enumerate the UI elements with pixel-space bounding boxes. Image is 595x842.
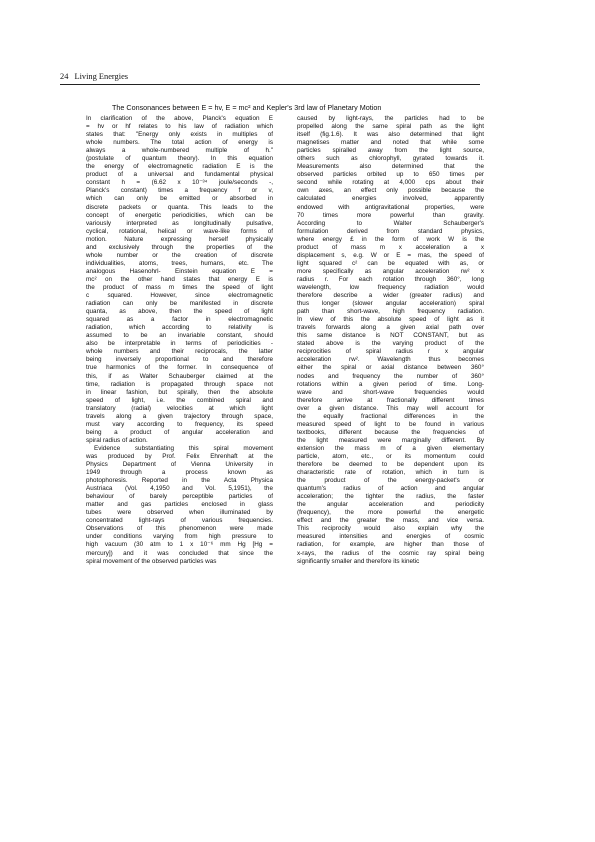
- text-line: Measurements also determined that the: [297, 163, 484, 171]
- section-title: The Consonances between E = hv, E = mc² and Kepler's 3rd law of Planetary Motion: [112, 103, 382, 112]
- text-line: magnetises matter and noted that while some: [297, 139, 484, 147]
- text-line: endowed with antigravitational properties, were: [297, 203, 484, 211]
- text-line: the product of the energy-packet's or: [297, 477, 484, 485]
- text-line: wavelength, low frequency radiation would: [297, 283, 484, 291]
- text-line: radius r. For each rotation through 360°, long: [297, 275, 484, 283]
- text-line: In clarification of the above, Planck's equation E: [86, 115, 273, 122]
- text-line: whole numbers. The total action of energy is: [86, 139, 273, 147]
- text-line: acceleration; the tighter the radius, the faster: [297, 493, 484, 501]
- text-line: therefore be deemed to be dependent upon its: [297, 461, 484, 469]
- text-line: high vacuum (30 atm to 1 x 10⁻⁶ mm Hg [Hg =: [86, 541, 273, 549]
- text-line: measured speed of light to be found in various: [297, 420, 484, 428]
- text-line: was produced by Prof. Felix Ehrenhaft at the: [86, 452, 273, 460]
- text-line: observed particles orbited up to 650 times per: [297, 171, 484, 179]
- text-line: reciprocities of spiral radius r x angular: [297, 348, 484, 356]
- text-line: textbooks, different because the frequencies of: [297, 428, 484, 436]
- text-line: acceleration rw². Wavelength thus becomes: [297, 356, 484, 364]
- text-line: 1949 through a process known as: [86, 469, 273, 477]
- text-line: formulation derived from standard physics,: [297, 227, 484, 235]
- text-line: product of a universal and fundamental physical: [86, 171, 273, 179]
- text-line: own axes, an effect only possible because the: [297, 187, 484, 195]
- text-line: effect and the greater the mass, and vice versa.: [297, 517, 484, 525]
- text-line: more specifically as angular acceleration rw² x: [297, 267, 484, 275]
- text-line: whole numbers and their reciprocals, the latter: [86, 348, 273, 356]
- text-line: Evidence substantiating this spiral movement: [94, 444, 273, 452]
- text-line: over a given distance. This may well account for: [297, 404, 484, 412]
- text-line: behaviour of barely perceptible particles of: [86, 493, 273, 501]
- text-line: extension the mass m of a given elementary: [297, 444, 484, 452]
- text-line: Physics Department of Vienna University in: [86, 461, 273, 469]
- text-line: itself (fig.1.6). It was also determined that light: [297, 131, 484, 139]
- text-line: and exclusively through the properties of the: [86, 243, 273, 251]
- text-line: under conditions varying from high pressure to: [86, 533, 273, 541]
- text-line: the energy of electromagnetic radiation E is the: [86, 163, 273, 171]
- text-line: photophoresis. Reported in the Acta Physica: [86, 477, 273, 485]
- text-line: speed of light, i.e. the combined spiral and: [86, 396, 273, 404]
- text-line: tubes were observed when illuminated by: [86, 509, 273, 517]
- text-line: this same distance is NOT CONSTANT, but as: [297, 332, 484, 340]
- left-text-column: [86, 115, 273, 566]
- text-line: variously interpreted as longitudinally pulsative,: [86, 219, 273, 227]
- text-line: particle, atom, etc., or its momentum could: [297, 452, 484, 460]
- text-line: This reciprocity would also explain why the: [297, 525, 484, 533]
- text-line: c squared. However, since electromagnetic: [86, 292, 273, 300]
- text-line: second while rotating at 4,000 cps about their: [297, 179, 484, 187]
- text-line: constant h = (6.62 x 10⁻³⁴ joule/seconds -,: [86, 179, 273, 187]
- text-line: radiation can only be manifested in discrete: [86, 300, 273, 308]
- right-text-column: [297, 115, 484, 566]
- text-line: calculated energies involved, apparently: [297, 195, 484, 203]
- text-line: states that: "Energy only exists in multiples of: [86, 131, 273, 139]
- text-line: radiation, for example, are higher than those of: [297, 541, 484, 549]
- text-line: where energy £ in the form of work W is the: [297, 235, 484, 243]
- text-line: stated above is the varying product of the: [297, 340, 484, 348]
- text-line: wave and short-wave frequencies would: [297, 388, 484, 396]
- text-line: being inversely proportional to and therefore: [86, 356, 273, 364]
- text-line: this, if as Walter Schauberger claimed at the: [86, 372, 273, 380]
- text-line: Planck's constant) times a frequency f or v,: [86, 187, 273, 195]
- text-line: quantum's radius of action and angular: [297, 485, 484, 493]
- text-line: which can only be emitted or absorbed in: [86, 195, 273, 203]
- text-line: travels along a given trajectory through space,: [86, 412, 273, 420]
- text-line: must vary according to frequency, its speed: [86, 420, 273, 428]
- text-line: being a product of angular acceleration and: [86, 428, 273, 436]
- text-line: quanta, as above, then the speed of light: [86, 308, 273, 316]
- text-line: According to Walter Schauberger's: [297, 219, 484, 227]
- text-line: significantly smaller and therefore its kinetic: [297, 557, 420, 565]
- text-line: In view of this the absolute speed of light as it: [297, 316, 484, 324]
- text-line: path than short-wave, high frequency radiation.: [297, 308, 484, 316]
- text-line: therefore arrive at fractionally different times: [297, 396, 484, 404]
- text-line: rotations within a given period of time. Long-: [297, 380, 484, 388]
- text-line: true harmonics of the former. In consequence of: [86, 364, 273, 372]
- text-line: = hv or hf relates to his law of radiation which: [86, 123, 273, 131]
- text-line: nodes and frequency the number of 360°: [297, 372, 484, 380]
- text-line: in linear fashion, but spirally, then the absolute: [86, 388, 273, 396]
- running-head: [60, 72, 480, 85]
- text-line: caused by light-rays, the particles had to be: [297, 115, 484, 122]
- text-line: motion. Nature expressing herself physically: [86, 235, 273, 243]
- text-line: matter and gas particles enclosed in glass: [86, 501, 273, 509]
- text-line: also be interpretable in terms of periodicities -: [86, 340, 273, 348]
- text-line: (frequency), the more powerful the energetic: [297, 509, 484, 517]
- text-line: time, radiation is propagated through space not: [86, 380, 273, 388]
- text-line: light squared c² can be equated with as, or: [297, 259, 484, 267]
- text-line: others such as chlorophyll, gyrated towards it.: [297, 155, 484, 163]
- text-line: squared as a factor in electromagnetic: [86, 316, 273, 324]
- text-line: radiation, which according to relativity is: [86, 324, 273, 332]
- text-line: Observations of this phenomenon were made: [86, 525, 273, 533]
- text-line: the equally fractional differences in the: [297, 412, 484, 420]
- text-line: translatory (radial) velocities at which light: [86, 404, 273, 412]
- text-line: whole number or the creation of discrete: [86, 251, 273, 259]
- text-line: the light measured were marginally different. By: [297, 436, 484, 444]
- text-line: displacement s, e.g. W or E = mas, the speed of: [297, 251, 484, 259]
- text-line: the product of mass m times the speed of light: [86, 283, 273, 291]
- text-line: measured intensities and energies of cosmic: [297, 533, 484, 541]
- text-line: particles spiralled away from the light source,: [297, 147, 484, 155]
- text-line: spiral radius of action.: [86, 436, 148, 444]
- text-line: always a whole-numbered multiple of h.": [86, 147, 273, 155]
- text-line: mc² on the other hand states that energy E is: [86, 275, 273, 283]
- book-title: Living Energies: [74, 72, 129, 81]
- text-line: 70 times more powerful than gravity.: [297, 211, 484, 219]
- text-line: propelled along the same spiral path as the light: [297, 123, 484, 131]
- text-line: travels forwards along a given axial path over: [297, 324, 484, 332]
- text-line: cyclical, rotational, helical or wave-like forms of: [86, 227, 273, 235]
- text-line: spiral movement of the observed particles was: [86, 557, 217, 565]
- text-line: discrete packets or quanta. This leads to the: [86, 203, 273, 211]
- text-line: product of mass m x acceleration a x: [297, 243, 484, 251]
- text-line: concentrated light-rays of various frequencies.: [86, 517, 273, 525]
- text-line: either the spiral or axial distance between 360°: [297, 364, 484, 372]
- text-line: x-rays, the radius of the cosmic ray spiral being: [297, 549, 484, 557]
- text-line: analogous Hasenohrl- Einstein equation E =: [86, 267, 273, 275]
- text-line: the angular acceleration and periodicity: [297, 501, 484, 509]
- text-line: Austriaca (Vol. 4,1950 and Vol. 5,1951), the: [86, 485, 273, 493]
- text-line: mercury]) and it was concluded that since the: [86, 549, 273, 557]
- text-line: concept of energetic periodicities, which can be: [86, 211, 273, 219]
- page-number: 24: [60, 72, 69, 81]
- text-line: (postulate of quantum theory). In this equation: [86, 155, 273, 163]
- text-line: assumed to be an invariable constant, should: [86, 332, 273, 340]
- text-line: thus longer (slower angular acceleration) spiral: [297, 300, 484, 308]
- text-line: characteristic rate of rotation, which in turn is: [297, 469, 484, 477]
- text-line: individualities, atoms, trees, humans, etc. The: [86, 259, 273, 267]
- text-line: therefore describe a wider (greater radius) and: [297, 292, 484, 300]
